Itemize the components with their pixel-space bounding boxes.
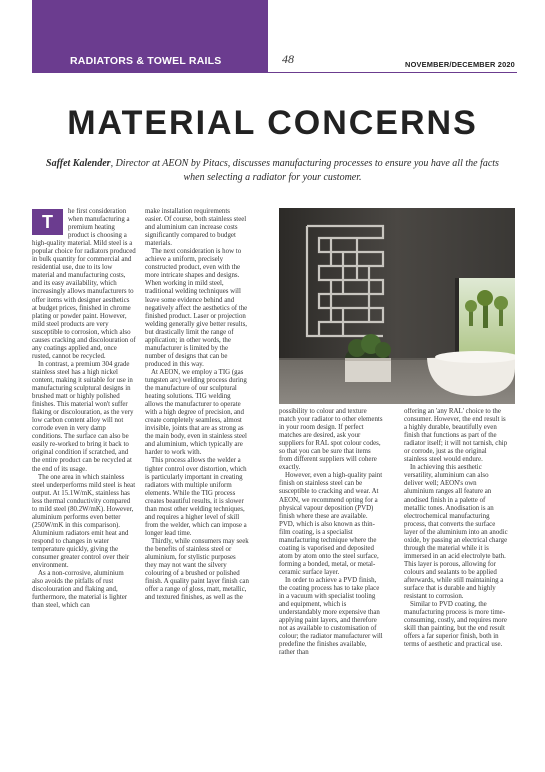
radiator-photo [279, 208, 515, 404]
author-name: Saffet Kalender [46, 158, 111, 169]
paragraph: Thirdly, while consumers may seek the benefits of stainless steel or aluminium, for stylistic purposes they may not want the silvery colouring of a brushed or polished finish. A quality paint layer finish can offer a range of gloss, matt, metallic, and textured finishes, as well as the [145, 537, 249, 602]
standfirst-text: , Director at AEON by Pitacs, discusses manufacturing processes to ensure you have all the facts when selecting a radiator for your customer. [110, 158, 499, 183]
paragraph: At AEON, we employ a TIG (gas tungsten arc) welding process during the manufacture of our sculptural heating solutions. TIG welding allows the manufacturer to operate with a high degree of precision, and create completely seamless, almost invisible, joints that are as strong as the main body, even in stainless steel and aluminium, which typically are harder to work with. [145, 368, 247, 457]
paragraph: In order to achieve a PVD finish, the coating process has to take place in a vacuum with specialist tooling and equipment, which is understandably more expensive than applying paint layers, and therefore not as available to customisation of colour; the radiator manufacturer will predefine the finishes available, rather than [279, 576, 383, 657]
paragraph: The next consideration is how to achieve a uniform, precisely constructed product, even with the more intricate shapes and designs. When working in mild steel, traditional welding techniques will leave some evidence behind and negatively affect the aesthetics of the finished product. Laser or projection welding generally give better results, but drastically limit the range of application; in other words, the manufacturer is limited by the number of designs that can be produced in this way. [145, 248, 248, 368]
drop-cap: T [32, 209, 63, 235]
article-title: MATERIAL CONCERNS [67, 104, 478, 142]
body-column-4 [404, 408, 508, 758]
paragraph: As a non-corrosive, aluminium also avoids the pitfalls of rust discolouration and flaking and, furthermore, the material is lighter than steel, which can [32, 570, 128, 610]
paragraph: In contrast, a premium 304 grade stainless steel has a high nickel content, making it suitable for use in manufacturing sculptural designs in brushed matt or highly polished finishes. This material won't suffer flaking or discolouration, as the very low carbon content alloy will not corrode even in very damp conditions. The surface can also be easily re-worked to bring it back to original condition if scratched, and the entire product can be recycled at the end of its usage. [32, 360, 134, 473]
paragraph: offering an 'any RAL' choice to the consumer. However, the end result is a highly durable, beautifully even finish that functions as part of the radiator itself; it will not tarnish, chip or corrode, just as the original stainless steel would endure. [404, 408, 508, 464]
paragraph: In achieving this aesthetic versatility, aluminium can also deliver well; AEON's own aluminium ranges all feature an anodised finish in a palette of metallic tones. Anodisation is an electrochemical manufacturing process, that converts the surface layer of the aluminium into an anodic oxide, by passing an electrical charge through the material while it is immersed in an acid electrolyte bath. This layer is porous, allowing for colours and sealants to be applied afterwards, while still maintaining a surface that is durable and highly resistant to corrosion. [404, 464, 508, 601]
section-label: RADIATORS & TOWEL RAILS [70, 55, 222, 67]
paragraph: However, even a high-quality paint finish on stainless steel can be susceptible to cracking and wear. At AEON, we recommend opting for a physical vapour deposition (PVD) finish where these are available. PVD, which is also known as thin-film coating, is a specialist manufacturing technique where the coating is vaporised and deposited atom by atom onto the steel surface, forming a bonded, metal, or metal-ceramic surface layer. [279, 472, 383, 576]
body-column-1 [32, 208, 136, 760]
section-tab [32, 0, 268, 72]
paragraph: Similar to PVD coating, the manufacturing process is more time-consuming, costly, and requires more skill than painting, but the end result offers a far superior finish, both in terms of aesthetic and practical use. [404, 601, 507, 649]
page-number: 48 [282, 52, 294, 66]
paragraph: make installation requirements easier. Of course, both stainless steel and aluminium can increase costs significantly compared to budget materials. [145, 208, 247, 248]
issue-date: NOVEMBER/DECEMBER 2020 [405, 60, 515, 69]
standfirst [40, 157, 505, 185]
body-column-3 [279, 408, 383, 758]
paragraph: possibility to colour and texture match your radiator to other elements in your room design. If perfect matches are desired, ask your suppliers for RAL spot colour codes, so that you can be sure that items from different suppliers will cohere exactly. [279, 408, 383, 472]
body-column-2 [145, 208, 249, 760]
radiator-photo-illustration [279, 208, 515, 404]
paragraph: The one area in which stainless steel underperforms mild steel is heat output. At 15.1W/mK, stainless has less thermal conductivity compared to mild steel (80.2W/mK). However, aluminium performs even better (250W/mK in this comparison). Aluminium radiators emit heat and respond to changes in water temperature quickly, giving the consumer greater control over their environment. [32, 473, 136, 570]
paragraph: he first consideration when manufacturing a premium heating product is choosing a high-quality material. Mild steel is a popular choice for radiators produced in bulk quantity for commercial and residential use, due to its low material and manufacturing costs, and its easy availability, which increasingly allows manufacturers to offer items with designer aesthetics at budget prices, finished in chrome plating or powder paint. However, mild steel products are very susceptible to corrosion, which also causes cracking and discolouration of any coatings applied and, once rusted, cannot be recycled. [32, 208, 136, 360]
paragraph: This process allows the welder a tighter control over distortion, which is particularly important in creating radiators with multiple uniform elements. While the TIG process creates beautiful results, it is slower than most other welding techniques, and requires a higher level of skill from the welder, which can impose a longer lead time. [145, 457, 247, 537]
header-rule [32, 72, 517, 73]
